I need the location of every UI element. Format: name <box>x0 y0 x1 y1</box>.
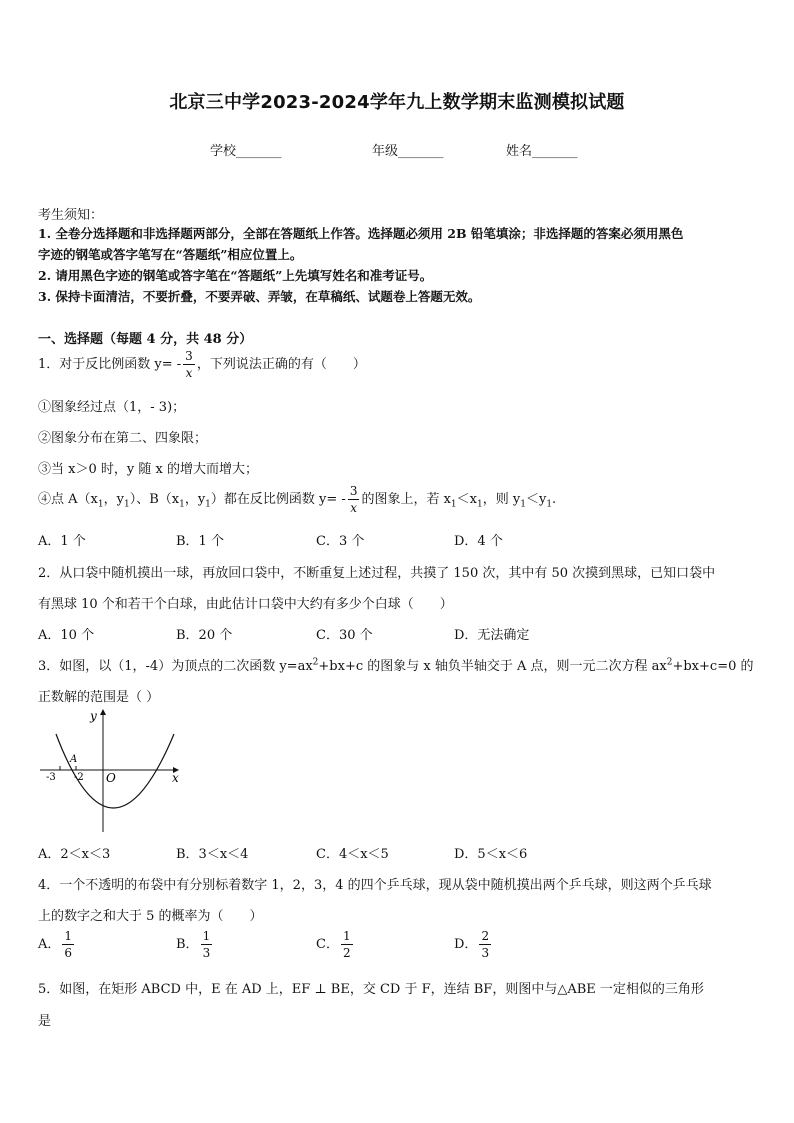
q3-parabola-graph <box>38 704 188 836</box>
q3-stem-line2: 正数解的范围是（ ） <box>38 690 160 705</box>
page-title: 北京三中学2023-2024学年九上数学期末监测模拟试题 <box>169 92 625 113</box>
q2-option-d[interactable]: D．无法确定 <box>454 628 530 643</box>
q1-fraction: $\frac{3}{x}$ <box>185 349 193 380</box>
q1-statement-1: ①图象经过点（1，- 3)； <box>38 400 186 415</box>
q4-option-a[interactable]: A． $\frac{1}{6}$ <box>38 929 73 960</box>
q1-statement-2: ②图象分布在第二、四象限； <box>38 431 208 446</box>
q1-statement-3: ③当 x＞0 时，y 随 x 的增大而增大； <box>38 462 258 477</box>
q3-stem-line1: 3．如图，以（1，-4）为顶点的二次函数 $y=ax^2+bx+c$ 的图象与 x 轴负半轴交于 A 点，则一元二次方程 $ax^2+bx+c=0$ 的 <box>38 657 754 674</box>
q3-option-d[interactable]: D．5＜x＜6 <box>454 847 528 862</box>
q3-option-b[interactable]: B．3＜x＜4 <box>176 847 249 862</box>
school-field[interactable]: 学校_______ <box>210 144 282 159</box>
y-axis-label: y <box>90 709 97 723</box>
q5-stem-line1: 5．如图，在矩形 ABCD 中，E 在 AD 上，EF ⊥ BE，交 CD 于 F，连结 BF，则图中与△ABE 一定相似的三角形 <box>38 982 704 997</box>
notice-item-1-cont: 字迹的钢笔或答字笔写在“答题纸”相应位置上。 <box>38 247 303 262</box>
q5-stem-line2: 是 <box>38 1014 52 1029</box>
q3-option-a[interactable]: A．2＜x＜3 <box>38 847 111 862</box>
q1-stem: 1．对于反比例函数 y= - $\frac{3}{x}$ ，下列说法正确的有（ ） <box>38 349 366 380</box>
q4-stem-line2: 上的数字之和大于 5 的概率为（ ） <box>38 909 263 924</box>
notice-item-1: 1. 全卷分选择题和非选择题两部分，全部在答题纸上作答。选择题必须用 2B 铅笔填涂；非选择题的答案必须用黑色 <box>38 226 684 241</box>
q1-statement-4: ④点 $A(x_1$，$y_1$）、$B(x_1$，$y_1$）都在反比例函数 y= - $\frac{3}{x}$ 的图象上，若 $x_1<x_1$，则 $y_1<y_1$. <box>38 484 557 515</box>
q1-option-a[interactable]: A．1 个 <box>38 534 86 549</box>
q2-stem-line1: 2．从口袋中随机摸出一球，再放回口袋中，不断重复上述过程，共摸了 150 次，其中有 50 次摸到黑球，已知口袋中 <box>38 566 716 581</box>
q1-fraction-2: $\frac{3}{x}$ <box>349 484 358 515</box>
grade-field[interactable]: 年级_______ <box>372 144 444 159</box>
q4-option-d[interactable]: D． $\frac{2}{3}$ <box>454 929 490 960</box>
notice-heading: 考生须知： <box>38 208 104 223</box>
q1-option-c[interactable]: C．3 个 <box>316 534 365 549</box>
q4-stem-line1: 4．一个不透明的布袋中有分别标着数字 1，2，3，4 的四个乒乓球，现从袋中随机摸出两个乒乓球，则这两个乒乓球 <box>38 878 712 893</box>
q1-option-d[interactable]: D．4 个 <box>454 534 503 549</box>
x-axis-label: x <box>172 771 179 785</box>
q4-option-c[interactable]: C． $\frac{1}{2}$ <box>316 929 351 960</box>
point-a-label: A <box>70 754 78 765</box>
section-heading: 一、选择题（每题 4 分，共 48 分） <box>38 332 253 347</box>
q2-stem-line2: 有黑球 10 个和若干个白球，由此估计口袋中大约有多少个白球（ ） <box>38 597 453 612</box>
notice-item-2: 2. 请用黑色字迹的钢笔或答字笔在“答题纸”上先填写姓名和准考证号。 <box>38 268 433 283</box>
q4-option-b[interactable]: B． $\frac{1}{3}$ <box>176 929 211 960</box>
notice-item-3: 3. 保持卡面清洁，不要折叠，不要弄破、弄皱，在草稿纸、试题卷上答题无效。 <box>38 289 481 304</box>
tick-label-minus-3: -3 <box>46 772 56 783</box>
name-field[interactable]: 姓名_______ <box>506 144 578 159</box>
q3-option-c[interactable]: C．4＜x＜5 <box>316 847 389 862</box>
q2-option-b[interactable]: B．20 个 <box>176 628 233 643</box>
q1-option-b[interactable]: B．1 个 <box>176 534 224 549</box>
q2-option-c[interactable]: C．30 个 <box>316 628 373 643</box>
origin-label: O <box>106 771 116 785</box>
q2-option-a[interactable]: A．10 个 <box>38 628 95 643</box>
tick-label-minus-2: -2 <box>74 772 84 783</box>
